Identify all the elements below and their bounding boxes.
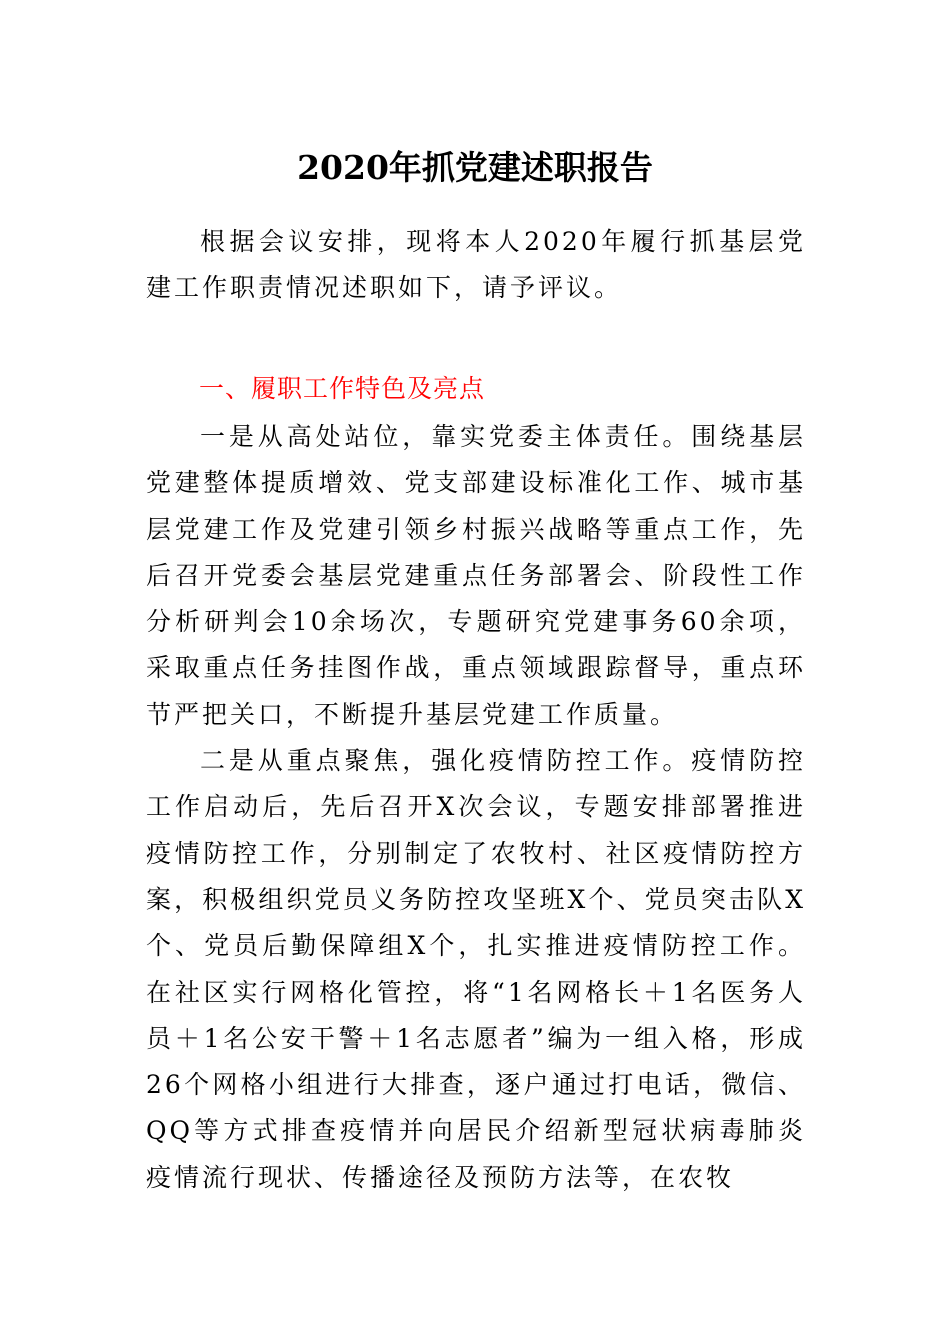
paragraph-1: 一是从高处站位，靠实党委主体责任。围绕基层党建整体提质增效、党支部建设标准化工作、城市基层党建工作及党建引领乡村振兴战略等重点工作，先后召开党委会基层党建重点任务部署会、阶段性工作分析研判会10余场次，专题研究党建事务60余项，采取重点任务挂图作战，重点领域跟踪督导，重点环节严把关口，不断提升基层党建工作质量。 (146, 422, 806, 729)
section-heading: 一、履职工作特色及亮点 (199, 374, 486, 403)
intro-block (146, 219, 806, 312)
section-body (146, 414, 806, 1201)
intro-paragraph: 根据会议安排，现将本人2020年履行抓基层党建工作职责情况述职如下，请予评议。 (146, 227, 806, 303)
document-title: 2020年抓党建述职报告 (297, 148, 653, 187)
paragraph-2: 二是从重点聚焦，强化疫情防控工作。疫情防控工作启动后，先后召开X次会议，专题安排部署推进疫情防控工作，分别制定了农牧村、社区疫情防控方案，积极组织党员义务防控攻坚班X个、党员突击队X个、党员后勤保障组X个，扎实推进疫情防控工作。在社区实行网格化管控，将“1名网格长＋1名医务人员＋1名公安干警＋1名志愿者”编为一组入格，形成26个网格小组进行大排查，逐户通过打电话，微信、QQ等方式排查疫情并向居民介绍新型冠状病毒肺炎疫情流行现状、传播途径及预防方法等，在农牧 (146, 746, 806, 1192)
